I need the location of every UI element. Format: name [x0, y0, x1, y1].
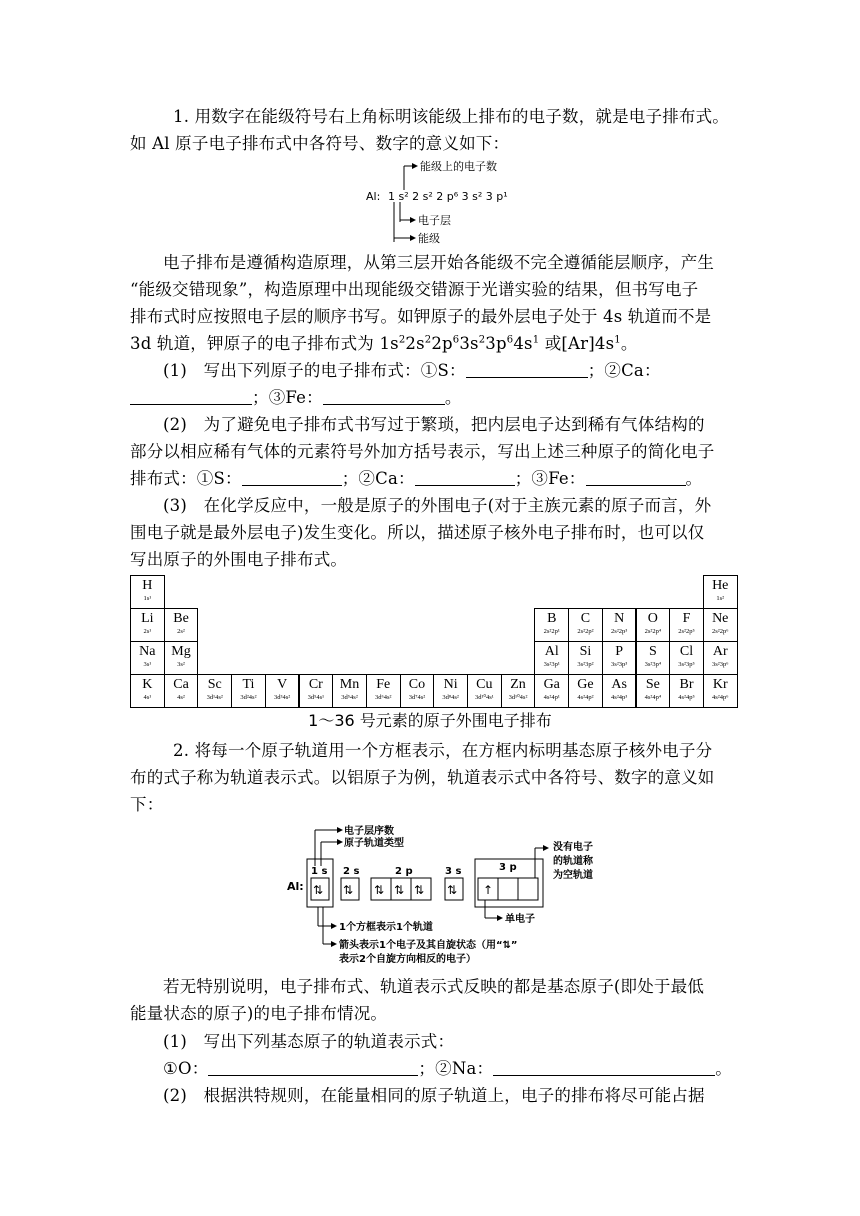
answer-blank-s[interactable]	[466, 361, 588, 378]
label-3s: 3 s	[445, 866, 462, 877]
element-symbol: Sc	[207, 677, 222, 692]
p2-line-4-b: 或[Ar]4s	[544, 334, 615, 353]
element-symbol: Li	[141, 611, 154, 626]
label-3p: 3 p	[499, 862, 517, 873]
p4-line-2: 布的式子称为轨道表示式。以铝原子为例，轨道表示式中各符号、数字的意义如	[130, 768, 715, 787]
element-symbol: Al	[544, 644, 559, 659]
element-cell-f	[669, 608, 704, 642]
element-cell-li	[130, 608, 165, 642]
q4-label-o: ①O：	[163, 1059, 209, 1078]
element-config: 2s²2p⁵	[678, 628, 695, 635]
label-electron-count: 能级上的电子数	[420, 160, 497, 173]
p2-line-3: 排布式时应按照电子层的顺序书写。如钾原子的最外层电子处于 4s 轨道而不是	[130, 307, 712, 326]
p4-line-1: 2. 将每一个原子轨道用一个方框表示，在方框内标明基态原子核外电子分	[173, 741, 713, 760]
p2-line-1: 电子排布是遵循构造原理，从第三层开始各能级不完全遵循能层顺序，产生	[163, 253, 715, 272]
question-5	[130, 1082, 740, 1109]
q3-line-3: 写出原子的外围电子排布式。	[130, 550, 348, 569]
label-single-electron: 单电子	[505, 914, 535, 925]
label-empty-2: 的轨道称	[553, 856, 593, 867]
label-2p: 2 p	[395, 866, 413, 877]
element-config: 4s²4p³	[611, 694, 628, 701]
q2-line-3-c: ；③Fe：	[514, 469, 586, 488]
q2-line-3-a: 排布式：①S：	[130, 469, 242, 488]
periodic-table	[130, 575, 737, 707]
element-config: 2s²2p³	[611, 628, 628, 635]
element-symbol: N	[614, 611, 625, 626]
p5-line-2: 能量状态的原子)的电子排布情况。	[130, 1004, 388, 1023]
question-4	[130, 1028, 740, 1082]
element-symbol: F	[682, 611, 691, 626]
element-symbol: O	[647, 611, 658, 626]
element-config: 3s²3p⁵	[678, 661, 695, 668]
element-cell-o	[636, 608, 671, 642]
label-2s: 2 s	[343, 866, 360, 877]
answer-blank-fe[interactable]	[323, 388, 445, 405]
element-config: 4s²4p⁶	[711, 694, 729, 701]
answer-blank-o[interactable]	[208, 1059, 418, 1076]
element-cell-fe	[366, 674, 401, 708]
element-config: 3d⁵4s²	[341, 694, 358, 701]
element-symbol: Ge	[577, 677, 594, 692]
fig1-config: 1 s² 2 s² 2 p⁶ 3 s² 3 p¹	[388, 190, 508, 203]
up-down-arrow-1s: ⇅	[313, 883, 324, 897]
answer-blank-ca[interactable]	[130, 388, 252, 405]
element-cell-co	[400, 674, 435, 708]
answer-blank-s-short[interactable]	[242, 469, 342, 486]
element-cell-p	[602, 641, 637, 675]
element-symbol: Cl	[679, 644, 694, 659]
element-symbol: B	[547, 611, 557, 626]
element-cell-si	[568, 641, 603, 675]
p2-line-2: “能级交错现象”，构造原理中出现能级交错源于光谱实验的结果，但书写电子	[130, 280, 699, 299]
element-symbol: Cr	[308, 677, 323, 692]
element-symbol: Fe	[376, 677, 391, 692]
element-symbol: Na	[139, 644, 156, 659]
element-config: 4s²4p¹	[543, 694, 560, 701]
answer-blank-fe-short[interactable]	[586, 469, 686, 486]
element-cell-ti	[231, 674, 266, 708]
element-symbol: V	[277, 677, 288, 692]
element-config: 2s²2p²	[577, 628, 594, 635]
element-symbol: Mg	[171, 644, 191, 659]
item-number: 1.	[173, 107, 190, 126]
element-symbol: Ar	[712, 644, 728, 659]
q4-end: 。	[715, 1059, 732, 1078]
label-layer-number: 电子层序数	[344, 826, 394, 837]
element-config: 3s²3p²	[577, 661, 594, 668]
label-shell: 电子层	[418, 214, 451, 227]
label-empty-1: 没有电子	[553, 842, 593, 853]
element-config: 3d³4s²	[274, 694, 291, 701]
element-symbol: Cu	[476, 677, 493, 692]
paragraph-2	[130, 249, 740, 357]
q3-line-1: (3) 在化学反应中，一般是原子的外围电子(对于主族元素的原子而言，外	[163, 496, 712, 515]
element-cell-n	[602, 608, 637, 642]
element-cell-b	[534, 608, 569, 642]
element-cell-cu	[467, 674, 502, 708]
q1-end: 。	[444, 388, 462, 407]
element-cell-ar	[703, 641, 738, 675]
element-symbol: Se	[645, 677, 660, 692]
paragraph-5	[130, 973, 740, 1027]
element-config: 2s²2p¹	[543, 628, 560, 635]
p4-line-3: 下：	[130, 795, 164, 814]
element-cell-ne	[703, 608, 738, 642]
element-symbol: Br	[679, 677, 694, 692]
element-cell-ni	[433, 674, 468, 708]
label-arrow-note-1: 箭头表示1个电子及其自旋状态（用“⇅”	[339, 940, 518, 951]
element-cell-h	[130, 575, 165, 609]
element-symbol: Ga	[543, 677, 560, 692]
electron-config-figure	[360, 150, 560, 250]
element-symbol: K	[142, 677, 153, 692]
element-symbol: Si	[579, 644, 592, 659]
p5-line-1: 若无特别说明，电子排布式、轨道表示式反映的都是基态原子(即处于最低	[163, 977, 705, 996]
element-cell-v	[265, 674, 300, 708]
p1-line-1: 用数字在能级符号右上角标明该能级上排布的电子数，就是电子排布式。	[194, 107, 730, 126]
paragraph-1	[130, 103, 740, 157]
element-cell-k	[130, 674, 165, 708]
element-symbol: Ne	[712, 611, 729, 626]
element-cell-br	[669, 674, 704, 708]
element-config: 2s¹	[143, 628, 152, 635]
element-cell-cl	[669, 641, 704, 675]
q4-label-na: ；②Na：	[418, 1059, 494, 1078]
element-cell-s	[636, 641, 671, 675]
element-config: 3s¹	[143, 661, 152, 668]
p2-line-4-end: 。	[620, 334, 638, 353]
q4-line-1: (1) 写出下列基态原子的轨道表示式：	[163, 1032, 455, 1051]
q5-line-1: (2) 根据洪特规则，在能量相同的原子轨道上，电子的排布将尽可能占据	[163, 1086, 705, 1105]
element-config: 3d¹⁰4s²	[508, 694, 528, 701]
element-symbol: Co	[408, 677, 426, 692]
up-down-arrow-3s: ⇅	[447, 883, 458, 897]
element-config: 3d⁸4s²	[442, 694, 459, 701]
label-box-note: 1个方框表示1个轨道	[339, 922, 433, 933]
element-symbol: Zn	[510, 677, 526, 692]
element-cell-be	[164, 608, 199, 642]
q3-line-2: 围电子就是最外层电子)发生变化。所以，描述原子核外电子排布时，也可以仅	[130, 523, 705, 542]
element-config: 1s¹	[143, 595, 152, 602]
element-config: 3d²4s²	[240, 694, 257, 701]
element-config: 4s²	[177, 694, 185, 701]
element-symbol: Ti	[242, 677, 255, 692]
element-config: 4s²4p²	[577, 694, 594, 701]
q2-line-3-end: 。	[685, 469, 703, 488]
element-cell-kr	[703, 674, 738, 708]
element-symbol: Mn	[339, 677, 360, 692]
p2-line-4-a: 3d 轨道，钾原子的电子排布式为 1s	[130, 334, 399, 353]
label-empty-3: 为空轨道	[553, 870, 593, 881]
element-config: 3d¹4s²	[206, 694, 223, 701]
answer-blank-na[interactable]	[493, 1059, 715, 1076]
q2-line-3-b: ；②Ca：	[341, 469, 415, 488]
element-symbol: He	[712, 578, 729, 593]
fig2-prefix: Al:	[287, 880, 304, 893]
element-cell-na	[130, 641, 165, 675]
q2-line-2: 部分以相应稀有气体的元素符号外加方括号表示，写出上述三种原子的简化电子	[130, 442, 715, 461]
label-orbital-type: 原子轨道类型	[344, 838, 404, 849]
element-config: 4s¹	[143, 694, 152, 701]
q1-sep-ca: ；②Ca：	[587, 361, 661, 380]
element-symbol: P	[615, 644, 624, 659]
element-cell-mn	[332, 674, 367, 708]
label-sublevel: 能级	[418, 232, 440, 245]
element-cell-he	[703, 575, 738, 609]
up-down-arrow-2p-3: ⇅	[414, 883, 425, 897]
element-symbol: As	[611, 677, 627, 692]
up-arrow-3p: ↑	[483, 883, 494, 897]
q2-line-1: (2) 为了避免电子排布式书写过于繁琐，把内层电子达到稀有气体结构的	[163, 415, 705, 434]
paragraph-4	[130, 737, 740, 818]
element-cell-c	[568, 608, 603, 642]
element-config: 2s²2p⁴	[644, 628, 662, 635]
element-config: 2s²2p⁶	[711, 628, 729, 635]
element-config: 4s²4p⁵	[678, 694, 695, 701]
label-arrow-note-2: 表示2个自旋方向相反的电子）	[339, 954, 476, 965]
up-down-arrow-2s: ⇅	[343, 883, 354, 897]
element-cell-se	[636, 674, 671, 708]
element-config: 3s²	[177, 661, 185, 668]
element-config: 3d⁵4s¹	[307, 694, 325, 701]
element-config: 3d⁷4s²	[408, 694, 426, 701]
orbital-diagram-figure	[285, 822, 615, 967]
question-3	[130, 492, 740, 573]
q1-prompt: (1) 写出下列原子的电子排布式：①S：	[163, 361, 466, 380]
element-symbol: S	[648, 644, 657, 659]
up-down-arrow-2p-1: ⇅	[374, 883, 385, 897]
element-cell-cr	[299, 674, 334, 708]
answer-blank-ca-short[interactable]	[415, 469, 515, 486]
element-config: 3s²3p⁶	[711, 661, 729, 668]
element-config: 3s²3p¹	[543, 661, 560, 668]
element-config: 3d⁶4s²	[374, 694, 392, 701]
element-symbol: Kr	[712, 677, 728, 692]
element-cell-al	[534, 641, 569, 675]
element-cell-ca	[164, 674, 199, 708]
up-down-arrow-2p-2: ⇅	[394, 883, 405, 897]
label-1s: 1 s	[311, 866, 328, 877]
element-cell-ge	[568, 674, 603, 708]
element-config: 3d¹⁰4s¹	[474, 694, 494, 701]
element-config: 4s²4p⁴	[644, 694, 662, 701]
element-config: 2s²	[177, 628, 185, 635]
q1-sep-fe: ；③Fe：	[252, 388, 323, 407]
fig1-prefix: Al:	[366, 190, 381, 203]
element-cell-as	[602, 674, 637, 708]
element-config: 3s²3p³	[611, 661, 628, 668]
element-config: 1s²	[716, 595, 725, 602]
element-cell-mg	[164, 641, 199, 675]
question-2	[130, 411, 740, 492]
table-caption: 1～36 号元素的原子外围电子排布	[308, 711, 552, 730]
element-config: 3s²3p⁴	[644, 661, 662, 668]
question-1	[130, 357, 740, 411]
element-symbol: Ca	[173, 677, 189, 692]
element-cell-sc	[197, 674, 232, 708]
element-symbol: C	[580, 611, 591, 626]
element-symbol: Be	[173, 611, 189, 626]
element-symbol: Ni	[443, 677, 458, 692]
p2-line-4: 3d 轨道，钾原子的电子排布式为 $1s^22s^22p^63s^23p^64s^1$ 或$[Ar]4s^1$。	[130, 334, 638, 353]
element-symbol: H	[142, 578, 153, 593]
element-cell-ga	[534, 674, 569, 708]
p1-line-2: 如 Al 原子电子排布式中各符号、数字的意义如下：	[130, 134, 510, 153]
element-cell-zn	[501, 674, 536, 708]
